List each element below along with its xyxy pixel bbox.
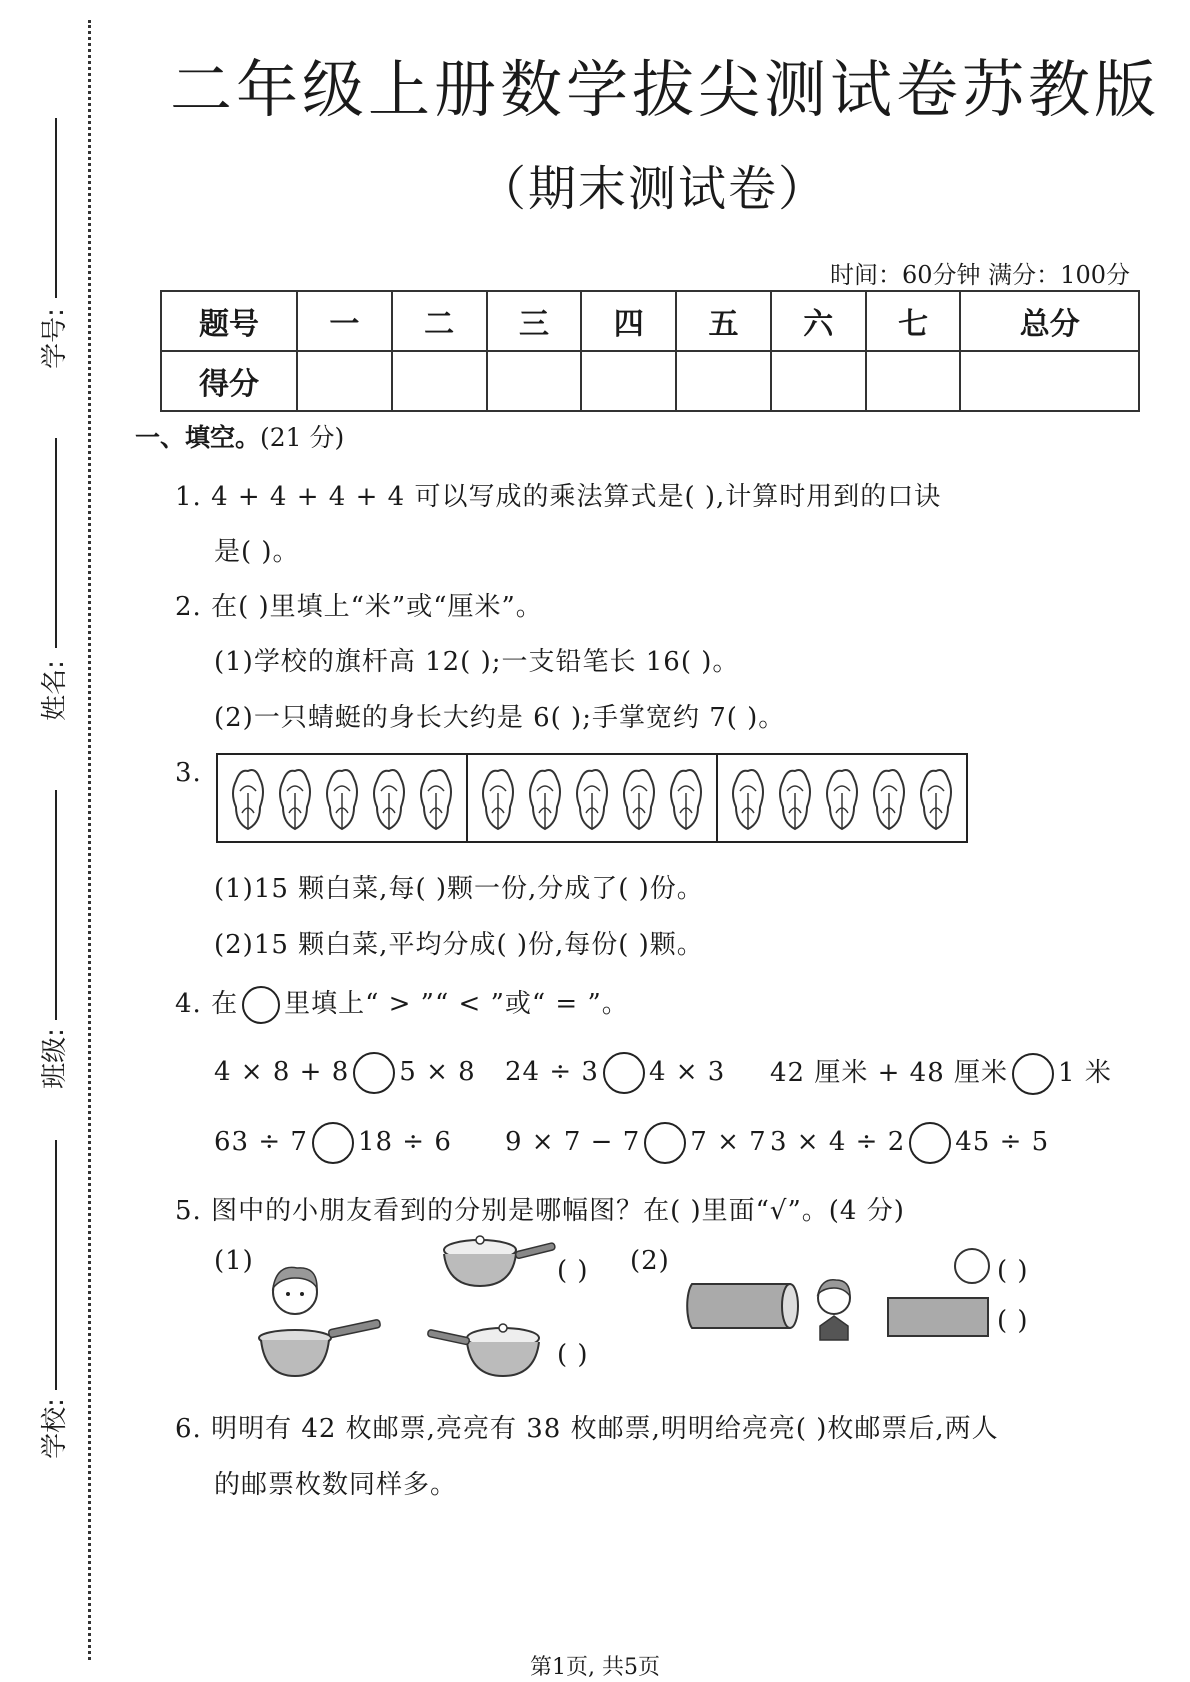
page-number: 第1页, 共5页 <box>530 1655 660 1680</box>
q2-part1: (1)学校的旗杆高 12( );一支铅笔长 16( )。 <box>214 647 740 677</box>
score-cell: 七 <box>866 291 961 351</box>
q4-expr-right: 18 ÷ 6 <box>357 1127 452 1157</box>
score-table-header-row <box>161 291 1139 351</box>
cabbage-icon <box>869 763 909 833</box>
q3-part1: (1)15 颗白菜,每( )颗一份,分成了( )份。 <box>214 874 704 904</box>
cabbage-group <box>716 755 966 841</box>
cabbage-group <box>466 755 716 841</box>
circle-view-icon <box>952 1246 992 1286</box>
q4-r2-c1 <box>214 1122 452 1164</box>
cabbage-icon <box>728 763 768 833</box>
cabbage-icon <box>916 763 956 833</box>
q4-expr-left: 24 ÷ 3 <box>505 1057 599 1087</box>
section-title: 一、填空。 <box>135 423 261 452</box>
circle-icon <box>242 986 280 1024</box>
rectangle-view-icon <box>886 1296 990 1338</box>
compare-circle[interactable] <box>603 1052 645 1094</box>
q4-expr-left: 42 厘米 + 48 厘米 <box>770 1058 1009 1088</box>
cabbage-icon <box>275 763 315 833</box>
class-line <box>55 790 57 1020</box>
cabbage-icon <box>775 763 815 833</box>
score-cell: 四 <box>581 291 676 351</box>
score-table <box>160 290 1140 412</box>
q3-part2: (2)15 颗白菜,平均分成( )份,每份( )颗。 <box>214 930 704 960</box>
q5-answer-paren[interactable]: ( ) <box>557 1340 589 1370</box>
name-line <box>55 438 57 648</box>
q4-expr-left: 9 × 7 − 7 <box>505 1127 641 1157</box>
exam-meta: 时间：60分钟 满分：100分 <box>830 261 1130 289</box>
q4-expr-right: 7 × 7 <box>690 1127 767 1157</box>
student-no-line <box>55 118 57 298</box>
class-label: 班级: <box>39 1028 70 1089</box>
cabbage-icon <box>572 763 612 833</box>
cabbage-icon <box>416 763 456 833</box>
q4-expr-right: 4 × 3 <box>648 1057 726 1087</box>
q5-stem: 5. 图中的小朋友看到的分别是哪幅图？在( )里面“√”。(4 分) <box>175 1196 905 1226</box>
score-cell: 六 <box>771 291 866 351</box>
cabbage-icon <box>525 763 565 833</box>
score-input-cell[interactable] <box>392 351 487 411</box>
compare-circle[interactable] <box>312 1122 354 1164</box>
q4-r1-c1 <box>214 1052 476 1094</box>
pot-view-a <box>440 1232 560 1290</box>
compare-circle[interactable] <box>353 1052 395 1094</box>
score-cell-total: 总分 <box>960 291 1139 351</box>
page-title: 二年级上册数学拔尖测试卷苏教版 <box>170 53 1161 126</box>
q4-r2-c3 <box>770 1122 1049 1164</box>
score-input-cell[interactable] <box>771 351 866 411</box>
q4-expr-right: 5 × 8 <box>399 1057 476 1087</box>
score-input-cell[interactable] <box>297 351 392 411</box>
cabbage-figure <box>216 753 968 843</box>
q4-stem <box>175 983 629 1024</box>
q4-stem-a: 4. 在 <box>175 989 239 1019</box>
q4-expr-left: 63 ÷ 7 <box>214 1127 308 1157</box>
cylinder-figure <box>682 1278 802 1334</box>
q1-line2: 是( )。 <box>214 537 300 567</box>
q2-stem: 2. 在( )里填上“米”或“厘米”。 <box>175 592 543 622</box>
pot-view-b <box>425 1318 545 1380</box>
score-row-label: 得分 <box>161 351 297 411</box>
score-cell: 一 <box>297 291 392 351</box>
page-subtitle: （期末测试卷） <box>478 161 829 217</box>
cabbage-group <box>218 755 466 841</box>
q4-expr-right: 1 米 <box>1058 1058 1112 1088</box>
q4-expr-right: 45 ÷ 5 <box>955 1127 1050 1157</box>
q4-expr-left: 3 × 4 ÷ 2 <box>770 1127 906 1157</box>
q5-label-1: (1) <box>214 1246 254 1276</box>
q4-r1-c3 <box>770 1052 1112 1095</box>
q5-label-2: (2) <box>630 1246 670 1276</box>
cabbage-icon <box>228 763 268 833</box>
q6-line1: 6. 明明有 42 枚邮票,亮亮有 38 枚邮票,明明给亮亮( )枚邮票后,两人 <box>175 1414 999 1444</box>
score-cell-label: 题号 <box>161 291 297 351</box>
cabbage-icon <box>369 763 409 833</box>
cabbage-icon <box>322 763 362 833</box>
q3-number: 3. <box>175 758 202 788</box>
q5-answer-paren[interactable]: ( ) <box>557 1256 589 1286</box>
score-input-cell[interactable] <box>581 351 676 411</box>
section-points: (21 分) <box>260 423 345 452</box>
child-figure <box>810 1274 860 1344</box>
binding-dotted-line <box>88 20 91 1660</box>
score-input-cell[interactable] <box>487 351 582 411</box>
score-input-cell[interactable] <box>960 351 1139 411</box>
score-cell: 二 <box>392 291 487 351</box>
score-input-cell[interactable] <box>676 351 771 411</box>
q6-line2: 的邮票枚数同样多。 <box>214 1470 458 1500</box>
cabbage-icon <box>478 763 518 833</box>
cabbage-icon <box>619 763 659 833</box>
child-with-pot-figure <box>255 1258 385 1388</box>
score-input-cell[interactable] <box>866 351 961 411</box>
q4-stem-b: 里填上“ > ”“ < ”或“ = ”。 <box>284 989 629 1019</box>
name-label: 姓名: <box>39 660 70 721</box>
compare-circle[interactable] <box>1012 1053 1054 1095</box>
student-no-label: 学号: <box>39 308 70 369</box>
school-line <box>55 1140 57 1390</box>
cabbage-icon <box>666 763 706 833</box>
compare-circle[interactable] <box>909 1122 951 1164</box>
q1-line1: 1. 4 + 4 + 4 + 4 可以写成的乘法算式是( ),计算时用到的口诀 <box>175 482 942 512</box>
q4-r1-c2 <box>505 1052 725 1094</box>
school-label: 学校: <box>39 1398 70 1459</box>
score-cell: 三 <box>487 291 582 351</box>
section-heading <box>135 418 344 454</box>
score-table-score-row <box>161 351 1139 411</box>
q2-part2: (2)一只蜻蜓的身长大约是 6( );手掌宽约 7( )。 <box>214 703 786 733</box>
q5-answer-paren[interactable]: ( ) <box>997 1306 1029 1336</box>
score-cell: 五 <box>676 291 771 351</box>
q4-expr-left: 4 × 8 + 8 <box>214 1057 350 1087</box>
q5-answer-paren[interactable]: ( ) <box>997 1256 1029 1286</box>
q4-r2-c2 <box>505 1122 767 1164</box>
compare-circle[interactable] <box>644 1122 686 1164</box>
cabbage-icon <box>822 763 862 833</box>
